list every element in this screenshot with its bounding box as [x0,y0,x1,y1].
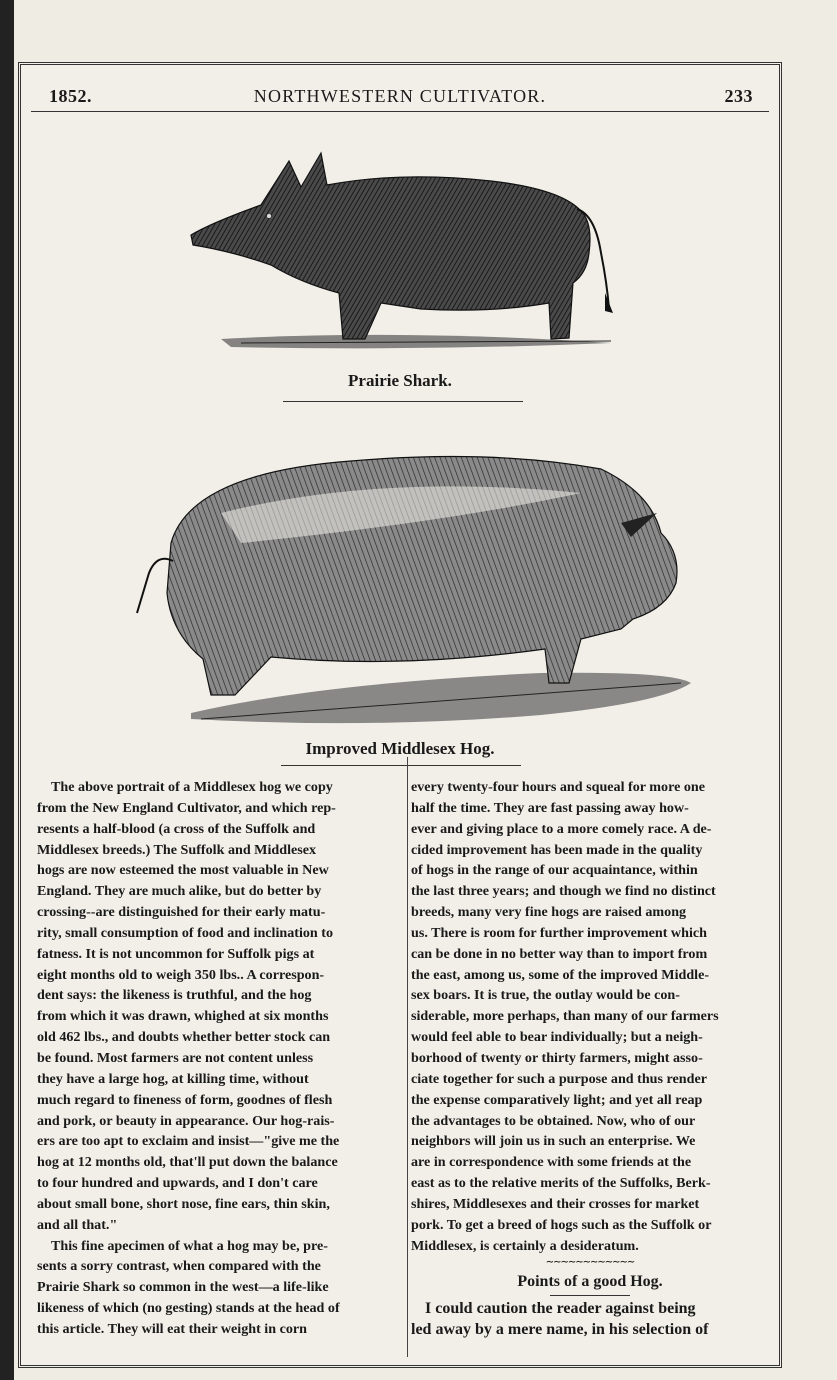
text-line: this article. They will eat their weight in corn [37,1320,307,1337]
section-ornament: ∼∼∼∼∼∼∼∼∼∼∼∼ [545,1257,635,1269]
text-line: hogs are now esteemed the most valuable in New [37,862,329,879]
text-line: I could caution the reader against being [425,1300,696,1318]
text-line: eight months old to weigh 350 lbs.. A correspon- [37,966,325,983]
text-line: much regard to fineness of form, goodnes of flesh [37,1091,333,1108]
text-line: and pork, or beauty in appearance. Our hog-rais- [37,1112,335,1129]
text-line: dent says: the likeness is truthful, and the hog [37,987,312,1004]
text-line: breeds, many very fine hogs are raised among [411,904,687,921]
section-paragraph [407,1298,773,1340]
text-line: England. They are much alike, but do better by [37,883,322,900]
text-line: cided improvement has been made in the quality [411,841,703,858]
text-line: likeness of which (no gesting) stands at the head of [37,1300,340,1317]
text-line: every twenty-four hours and squeal for more one [411,779,705,795]
text-line: they have a large hog, at killing time, without [37,1070,309,1087]
text-line: sents a sorry contrast, when compared with the [37,1258,321,1275]
text-line: the east, among us, some of the improved Middle- [411,966,710,983]
text-line: be found. Most farmers are not content unless [37,1049,314,1066]
text-line: of hogs in the range of our acquaintance, within [411,862,698,879]
text-line: and all that." [37,1216,118,1233]
article-paragraph-3 [407,777,773,1256]
text-line: neighbors will join us in such an enterprise. We [411,1133,696,1150]
text-line: fatness. It is not uncommon for Suffolk pigs at [37,945,315,962]
newspaper-page [18,62,782,1368]
text-line: ciate together for such a purpose and thus render [411,1070,707,1087]
caption-rule [281,765,521,766]
section-heading: Points of a good Hog. [517,1273,663,1291]
figure-caption-prairie-shark: Prairie Shark. [348,371,452,390]
middlesex-hog-engraving [21,433,779,733]
text-line: are in correspondence with some friends at the [411,1154,692,1171]
text-line: shires, Middlesexes and their crosses for market [411,1195,700,1212]
left-column [37,777,399,1340]
text-line: ever and giving place to a more comely race. A de- [411,820,712,837]
text-line: ers are too apt to exclaim and insist—"give me the [37,1133,340,1150]
text-line: pork. To get a breed of hogs such as the Suffolk or [411,1216,712,1233]
text-line: siderable, more perhaps, than many of our farmers [411,1008,719,1025]
text-line: us. There is room for further improvement which [411,924,707,941]
text-line: Middlesex, is certainly a desideratum. [411,1237,639,1254]
text-line: Prairie Shark so common in the west—a life-like [37,1279,329,1296]
text-line: from which it was drawn, whighed at six months [37,1008,329,1025]
page-header [31,83,769,112]
text-line: resents a half-blood (a cross of the Suffolk and [37,820,316,837]
text-line: Middlesex breeds.) The Suffolk and Middlesex [37,841,317,858]
text-line: from the New England Cultivator, and which rep- [37,799,336,816]
caption-rule [283,401,523,402]
header-year: 1852. [49,86,92,106]
text-line: borhood of twenty or thirty farmers, might asso- [411,1049,703,1066]
text-line: old 462 lbs., and doubts whether better stock can [37,1029,331,1046]
text-line: can be done in no better way than to import from [411,945,708,962]
heading-rule [550,1295,630,1296]
text-line: would feel able to bear individually; but a neigh- [411,1029,703,1046]
text-line: half the time. They are fast passing away how- [411,799,689,816]
book-spine-edge [0,0,14,1380]
text-line: the last three years; and though we find no distinct [411,883,716,900]
publication-title: NORTHWESTERN CULTIVATOR. [253,86,547,106]
right-column [407,777,773,1340]
article-paragraph-1 [37,777,399,1236]
page-number: 233 [724,86,753,106]
text-line: crossing--are distinguished for their early matu- [37,904,326,921]
text-line: the expense comparatively light; and yet all reap [411,1091,703,1108]
text-line: the advantages to be obtained. Now, who of our [411,1112,696,1129]
text-line: east as to the relative merits of the Suffolks, Berk- [411,1175,711,1192]
figure-caption-middlesex-hog: Improved Middlesex Hog. [305,739,495,758]
text-line: This fine apecimen of what a hog may be, pre- [51,1237,328,1254]
prairie-shark-figure [21,143,779,363]
text-line: rity, small consumption of food and inclination to [37,924,334,941]
text-line: to four hundred and upwards, and I don't care [37,1175,318,1192]
text-line: The above portrait of a Middlesex hog we copy [51,779,333,795]
prairie-shark-hog-engraving [21,143,779,363]
article-paragraph-2 [37,1236,399,1340]
text-line: about small bone, short nose, fine ears, thin skin, [37,1195,330,1212]
text-line: led away by a mere name, in his selection of [411,1321,709,1339]
middlesex-hog-figure [21,433,779,733]
text-line: sex boars. It is true, the outlay would be con- [411,987,680,1004]
text-line: hog at 12 months old, that'll put down the balance [37,1154,338,1171]
